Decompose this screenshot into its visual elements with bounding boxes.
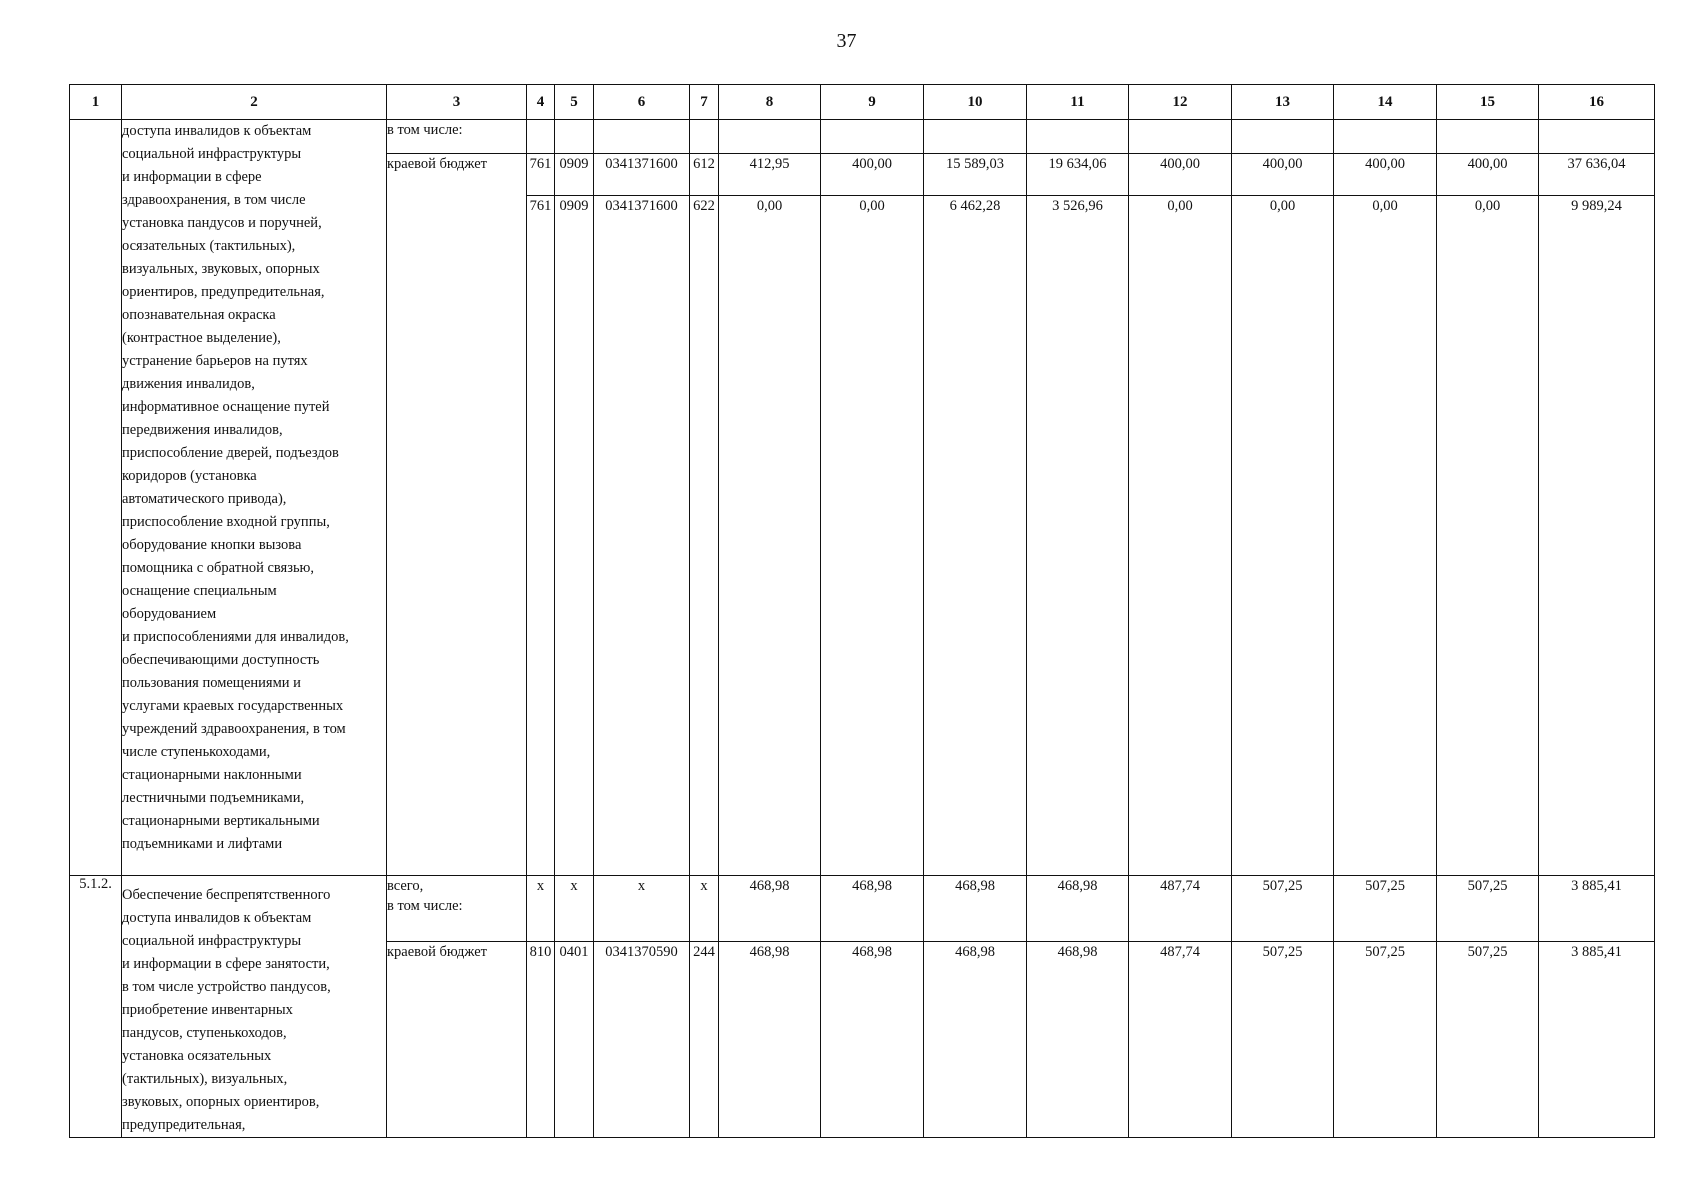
funding-source: в том числе:	[387, 120, 527, 154]
code-cell: 761	[527, 196, 555, 876]
value-cell: 400,00	[1334, 154, 1437, 196]
col-header-16: 16	[1539, 85, 1655, 120]
value-cell	[1437, 120, 1539, 154]
col-header-14: 14	[1334, 85, 1437, 120]
value-cell: 412,95	[719, 154, 821, 196]
col-header-12: 12	[1129, 85, 1232, 120]
value-cell: 3 885,41	[1539, 942, 1655, 1138]
code-cell: 622	[690, 196, 719, 876]
value-cell: 37 636,04	[1539, 154, 1655, 196]
value-cell: 0,00	[719, 196, 821, 876]
value-cell: 0,00	[1129, 196, 1232, 876]
funding-source: краевой бюджет	[387, 154, 527, 876]
col-header-13: 13	[1232, 85, 1334, 120]
value-cell: 468,98	[924, 876, 1027, 942]
page-number: 37	[836, 30, 857, 52]
col-header-3: 3	[387, 85, 527, 120]
value-cell: 19 634,06	[1027, 154, 1129, 196]
value-cell: 3 526,96	[1027, 196, 1129, 876]
code-cell	[555, 120, 594, 154]
row-number: 5.1.2.	[70, 876, 122, 1138]
code-cell: 0341371600	[594, 196, 690, 876]
code-cell: 810	[527, 942, 555, 1138]
value-cell	[1129, 120, 1232, 154]
code-cell: 761	[527, 154, 555, 196]
value-cell	[924, 120, 1027, 154]
header-row	[70, 85, 1655, 120]
value-cell: 468,98	[1027, 942, 1129, 1138]
code-cell: 0401	[555, 942, 594, 1138]
value-cell	[1232, 120, 1334, 154]
value-cell: 400,00	[1437, 154, 1539, 196]
code-cell	[690, 120, 719, 154]
code-cell	[527, 120, 555, 154]
budget-table	[69, 84, 1655, 1138]
col-header-10: 10	[924, 85, 1027, 120]
value-cell: 507,25	[1232, 876, 1334, 942]
value-cell: 468,98	[1027, 876, 1129, 942]
value-cell: 507,25	[1334, 942, 1437, 1138]
col-header-9: 9	[821, 85, 924, 120]
code-cell	[594, 120, 690, 154]
col-header-7: 7	[690, 85, 719, 120]
value-cell: 468,98	[719, 876, 821, 942]
code-cell: х	[555, 876, 594, 942]
value-cell: 487,74	[1129, 876, 1232, 942]
value-cell: 507,25	[1437, 876, 1539, 942]
code-cell: 0341371600	[594, 154, 690, 196]
code-cell: 244	[690, 942, 719, 1138]
value-cell: 15 589,03	[924, 154, 1027, 196]
col-header-8: 8	[719, 85, 821, 120]
funding-source: всего, в том числе:	[387, 876, 527, 942]
value-cell: 468,98	[821, 942, 924, 1138]
col-header-15: 15	[1437, 85, 1539, 120]
code-cell: х	[690, 876, 719, 942]
row-number	[70, 120, 122, 876]
col-header-2: 2	[122, 85, 387, 120]
code-cell: 612	[690, 154, 719, 196]
value-cell: 468,98	[821, 876, 924, 942]
value-cell	[719, 120, 821, 154]
value-cell: 0,00	[1437, 196, 1539, 876]
value-cell: 507,25	[1334, 876, 1437, 942]
funding-source: краевой бюджет	[387, 942, 527, 1138]
value-cell	[1334, 120, 1437, 154]
value-cell: 400,00	[1129, 154, 1232, 196]
value-cell: 0,00	[821, 196, 924, 876]
code-cell: 0341370590	[594, 942, 690, 1138]
measure-description: доступа инвалидов к объектам социальной инфраструктуры и информации в сфере здравоохранения, в том числе установка пандусов и поручней, осязательных (тактильных), визуальных, звуковых, опорных ориентиров, предупредительная, опознавательная окраска (контрастное выделение), устранение барьеров на путях движения инвалидов, информативное оснащение путей передвижения инвалидов, приспособление дверей, подъездов коридоров (установка автоматического привода), приспособление входной группы, оборудование кнопки вызова помощника с обратной связью, оснащение специальным оборудованием и приспособлениями для инвалидов, обеспечивающими доступность пользования помещениями и услугами краевых государственных учреждений здравоохранения, в том числе ступенькоходами, стационарными наклонными лестничными подъемниками, стационарными вертикальными подъемниками и лифтами	[122, 120, 387, 876]
code-cell: 0909	[555, 196, 594, 876]
value-cell: 3 885,41	[1539, 876, 1655, 942]
value-cell: 0,00	[1232, 196, 1334, 876]
value-cell: 468,98	[719, 942, 821, 1138]
value-cell: 507,25	[1437, 942, 1539, 1138]
code-cell: 0909	[555, 154, 594, 196]
value-cell: 487,74	[1129, 942, 1232, 1138]
code-cell: х	[594, 876, 690, 942]
col-header-5: 5	[555, 85, 594, 120]
value-cell: 400,00	[1232, 154, 1334, 196]
col-header-11: 11	[1027, 85, 1129, 120]
value-cell: 507,25	[1232, 942, 1334, 1138]
code-cell: х	[527, 876, 555, 942]
value-cell: 9 989,24	[1539, 196, 1655, 876]
col-header-6: 6	[594, 85, 690, 120]
measure-description: Обеспечение беспрепятственного доступа инвалидов к объектам социальной инфраструктуры и информации в сфере занятости, в том числе устройство пандусов, приобретение инвентарных пандусов, ступенькоходов, установка осязательных (тактильных), визуальных, звуковых, опорных ориентиров, предупредительная,	[122, 876, 387, 1138]
col-header-4: 4	[527, 85, 555, 120]
value-cell: 0,00	[1334, 196, 1437, 876]
value-cell	[1539, 120, 1655, 154]
value-cell: 468,98	[924, 942, 1027, 1138]
value-cell: 400,00	[821, 154, 924, 196]
value-cell	[1027, 120, 1129, 154]
value-cell	[821, 120, 924, 154]
table-row	[70, 876, 1655, 942]
value-cell: 6 462,28	[924, 196, 1027, 876]
table-row	[70, 120, 1655, 154]
col-header-1: 1	[70, 85, 122, 120]
